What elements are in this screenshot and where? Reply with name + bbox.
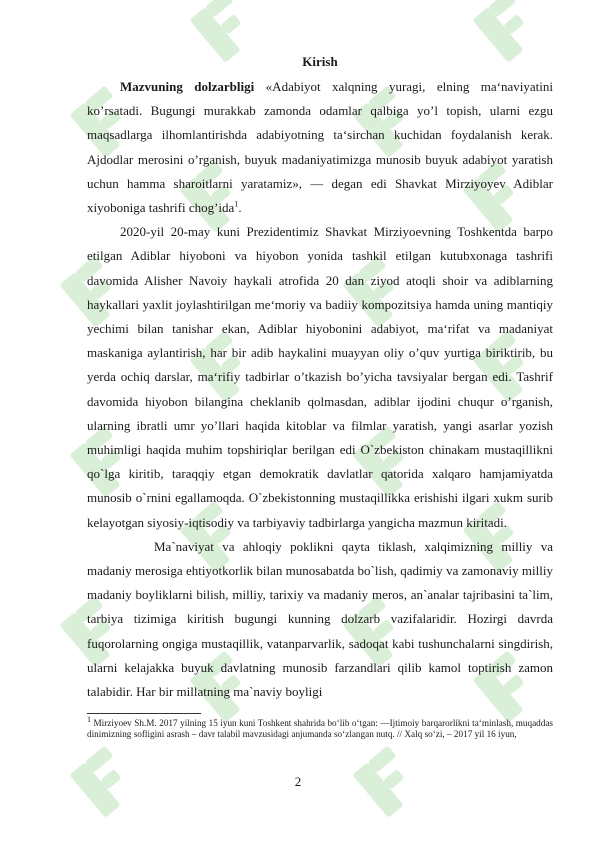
paragraph-3: Ma`naviyat va ahloqiy poklikni qayta tiklash, xalqimizning milliy va madaniy merosiga ehtiyotkorlik bilan munosabatda bo`lish, qadimiy va zamonaviy milliy madaniy boyliklarni bilish, milliy, tarixiy va madaniy meros, an`analar tajribasini ta`lim, tarbiya tizimiga kiritish bugungi kunning dolzarb vazifalaridir. Hozirgi davrda fuqorolarning ongiga mustaqillik, vatanparvarlik, sadoqat kabi tushunchalarni singdirish, ularni kelajakka buyuk davlatning munosib farzandlari qilib kamol toptirish zamon talabidir. Har bir millatning ma`naviy boyligi: [87, 538, 553, 700]
footnote-text: Mirziyoev Sh.M. 2017 yilning 15 iyun kuni Toshkent shahrida bo‘lib o‘tgan: —Ijtimoiy barqarorlikni taʻminlash, muqaddas dinimizning sofligini asrash – davr talabil mavzusidagi anjumanda so‘zlangan nutq. // Xalq so‘zi, – 2017 yil 16 iyun,: [87, 718, 553, 740]
footnote: [87, 715, 553, 740]
paragraph-1-text: «Adabiyot xalqning yuragi, elning maʻnaviyatini ko’rsatadi. Bugungi murakkab zamonda odamlar qalbiga yo’l topish, ularni ezgu maqsadlarga ilhomlantirishda adabiyotning taʻsirchan kuchidan foydalanish kerak. Ajdodlar merosini o’rganish, buyuk madaniyatimizga munosib buyuk adabiyot yaratish uchun hamma sharoitlarni yaratamiz», — degan edi Shavkat Mirziyoyev Adiblar xiyoboniga tashrifi chog’ida: [87, 79, 553, 216]
paragraph-2: 2020-yil 20-may kuni Prezidentimiz Shavkat Mirziyoevning Toshkentda barpo etilgan Adiblar hiyoboni va hiyobon yonida tashkil etilgan kutubxonaga tashrifi davomida Alisher Navoiy haykali atrofida 20 dan ziyod atoqli shoir va adiblarning haykallari yaxlit joylashtirilgan meʻmoriy va badiiy kompozitsiya hamda uning mantiqiy yechimi bilan tanishar ekan, Adiblar hiyobonini adabiyot, maʻrifat va madaniyat maskaniga aylantirish, har bir adib haykalini muayyan oliy o’quv yurtiga biriktirib, bu yerda ochiq darslar, maʻrifiy tadbirlar o’tkazish bo’yicha tavsiyalar bergan edi. Tashrif davomida hiyobon bilangina cheklanib qolmasdan, adiblar ijodini chuqur o’rganish, ularning ibratli umr yo’llari haqida kitoblar va filmlar yaratish, yangi asarlar yozish muhimligi haqida muhim topshiriqlar berilgan edi O`zbekiston chinakam mustaqillikni qo`lga kiritib, taraqqiy etgan demokratik davlatlar qatorida xalqaro hamjamiyatda munosib o`rnini egallamoqda. O`zbekistonning mustaqillikka erishishi ilgari xukm surib kelayotgan siyosiy-iqtisodiy va tarbiyaviy tadbirlarga yangicha mazmun kiritadi.: [87, 224, 553, 530]
section-title: Kirish: [302, 54, 338, 69]
page-number: 2: [294, 774, 302, 789]
paragraph-1: [87, 75, 553, 220]
paragraph-1-tail: .: [238, 200, 242, 216]
paragraph-1-lead: Mazvuning dolzarbligi: [120, 79, 255, 94]
document-page: [87, 52, 553, 740]
footnote-separator: [87, 713, 201, 714]
footnote-marker: 1: [87, 715, 91, 725]
footnote-reference[interactable]: 1: [234, 199, 239, 209]
